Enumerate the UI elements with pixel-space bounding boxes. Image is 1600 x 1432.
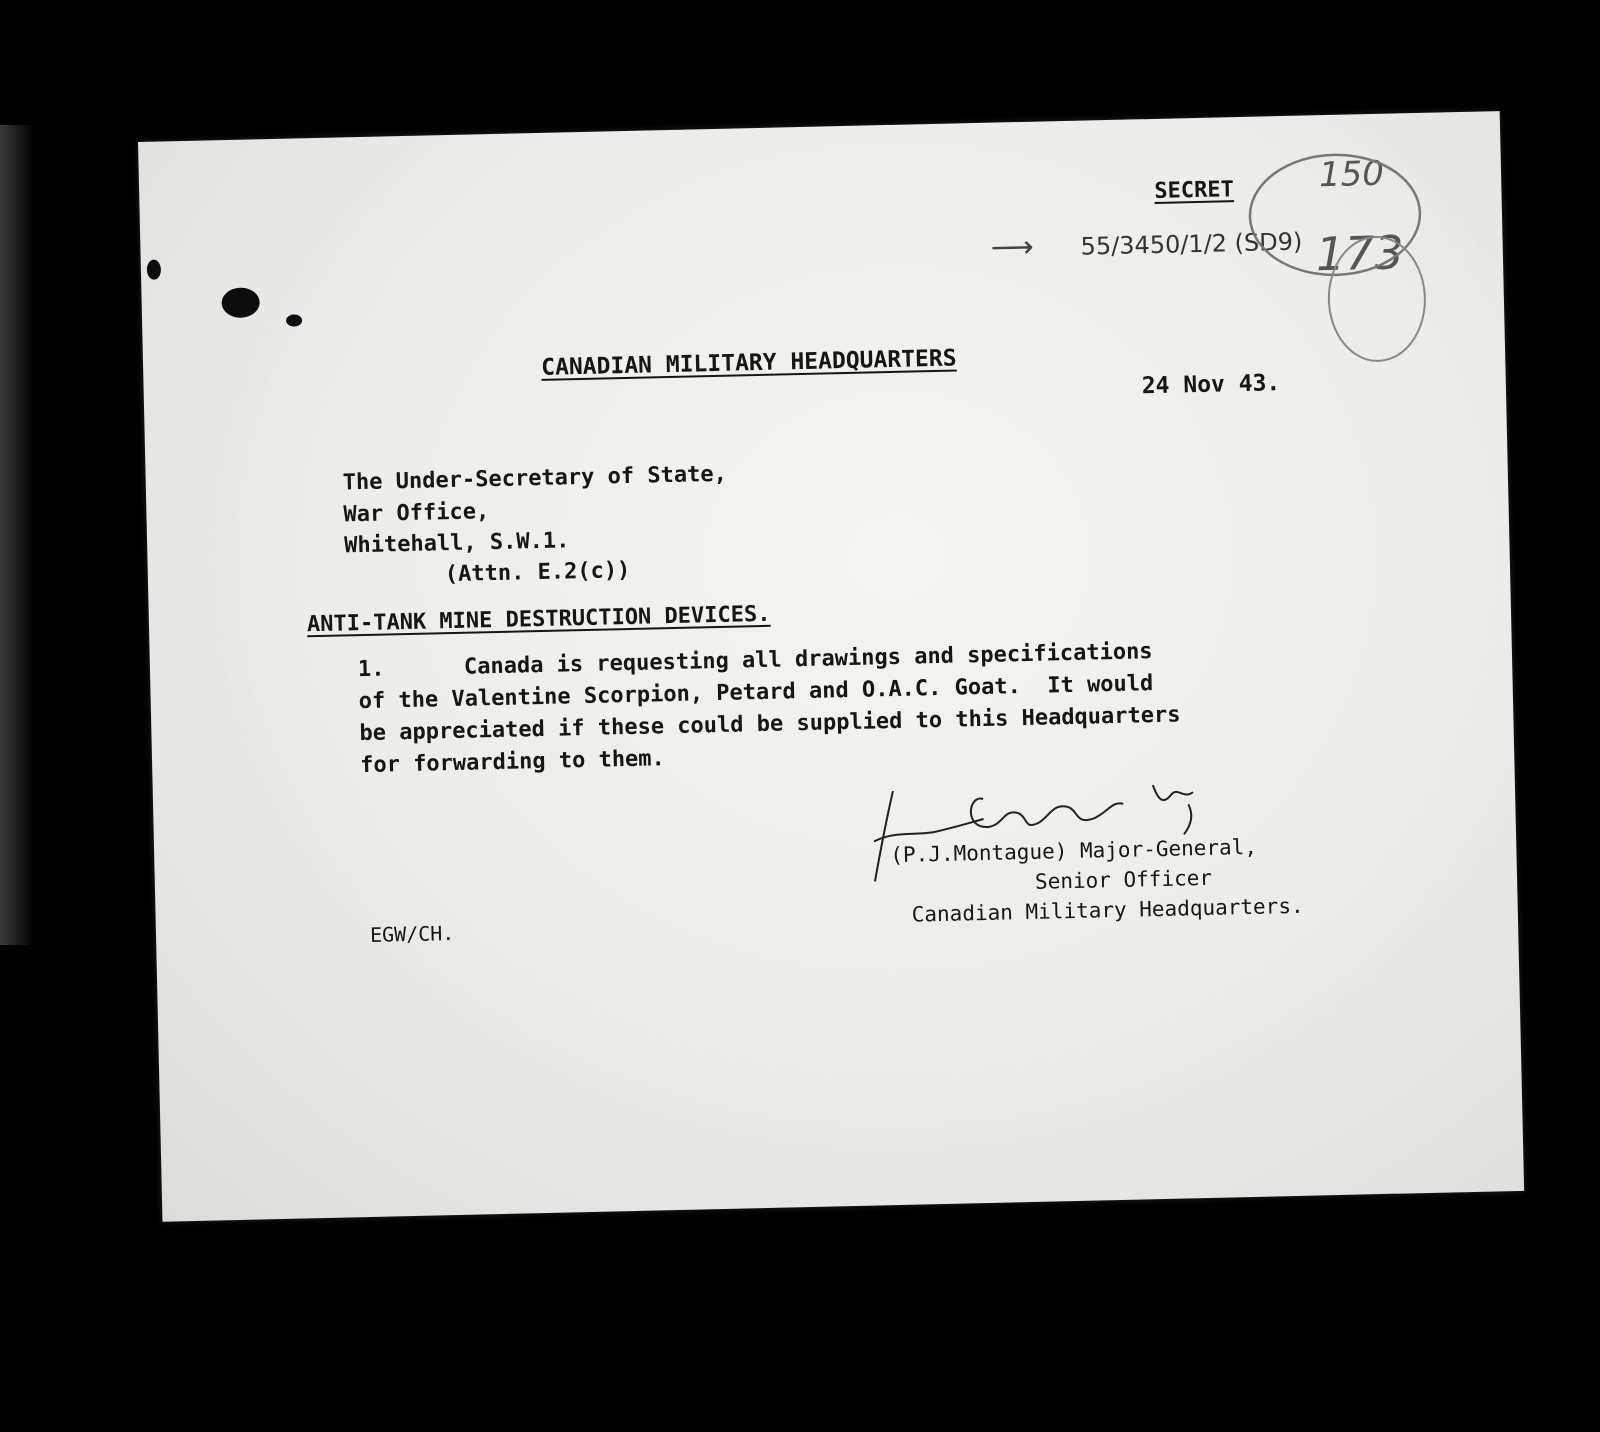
address-line-2: War Office, — [343, 499, 490, 528]
letter-heading: CANADIAN MILITARY HEADQUARTERS — [540, 345, 957, 381]
body-line-2: of the Valentine Scorpion, Petard and O.A.C. Goat. It would — [358, 671, 1154, 715]
film-edge — [0, 125, 34, 945]
file-reference: 55/3450/1/2 (SD9) — [1080, 227, 1303, 261]
signatory-name: (P.J.Montague) Major-General, — [890, 834, 1258, 868]
subject-line: ANTI-TANK MINE DESTRUCTION DEVICES. — [306, 601, 771, 638]
classification-label: SECRET — [1154, 177, 1235, 204]
signatory-title: Senior Officer — [1034, 865, 1213, 894]
address-line-3: Whitehall, S.W.1. — [343, 528, 570, 559]
ink-blot — [286, 314, 302, 326]
folio-mark-upper: 150 — [1318, 153, 1385, 196]
ink-blot — [147, 260, 161, 280]
ink-blot — [221, 287, 260, 318]
reference-initials: EGW/CH. — [369, 921, 455, 947]
body-line-1: 1. Canada is requesting all drawings and specifications — [357, 639, 1153, 683]
body-line-3: be appreciated if these could be supplied to this Headquarters — [359, 702, 1181, 747]
document-page — [138, 111, 1524, 1222]
arrow-icon: ⟶ — [990, 229, 1035, 266]
body-line-4: for forwarding to them. — [359, 746, 666, 779]
address-line-1: The Under-Secretary of State, — [342, 461, 728, 496]
signatory-organization: Canadian Military Headquarters. — [911, 893, 1304, 927]
letter-date: 24 Nov 43. — [1141, 370, 1281, 400]
folio-mark-lower: 173 — [1315, 225, 1405, 282]
folio-circle-icon — [1223, 133, 1428, 367]
address-line-attention: (Attn. E.2(c)) — [444, 557, 631, 588]
